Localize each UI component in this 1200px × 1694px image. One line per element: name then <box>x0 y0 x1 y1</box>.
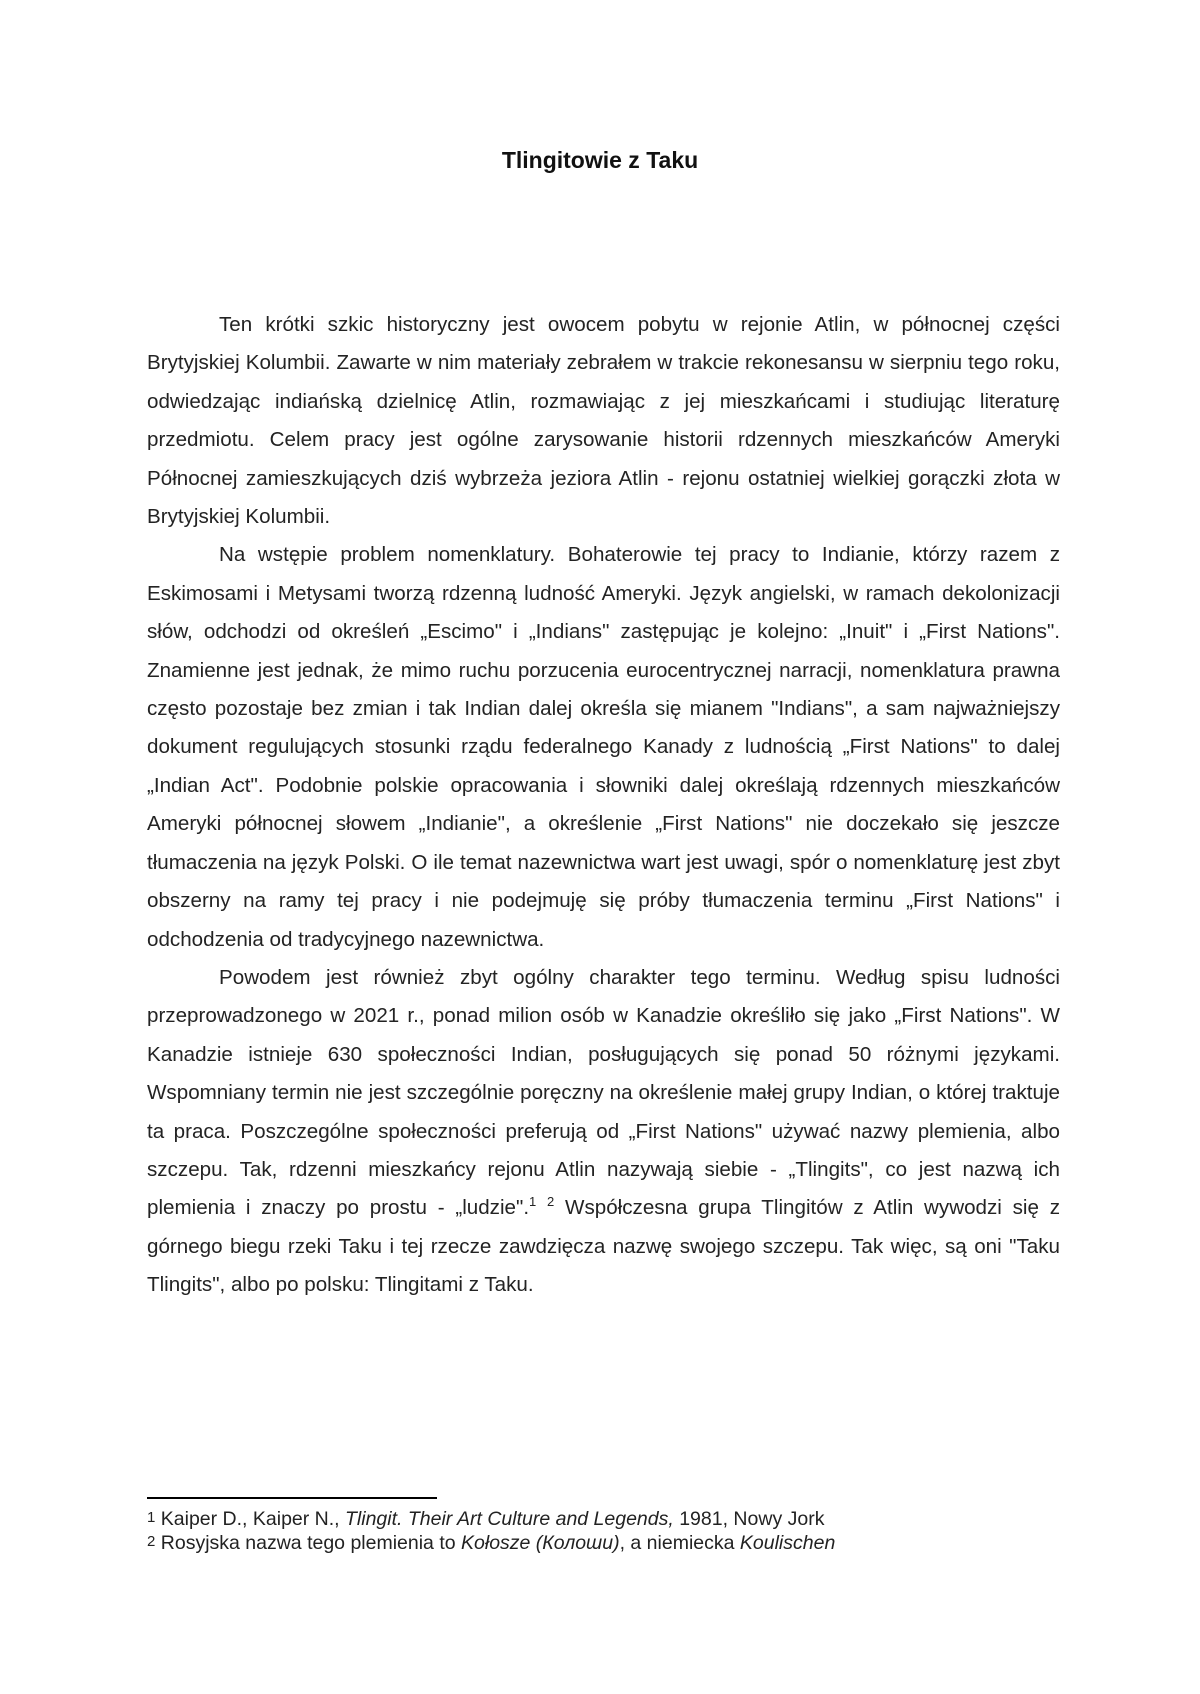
footnote-2-text-middle: , a niemiecka <box>619 1531 740 1554</box>
footnote-separator <box>147 1497 437 1499</box>
paragraph-3-text-start: Powodem jest również zbyt ogólny charakter tego terminu. Według spisu ludności przeprowadzonego w 2021 r., ponad milion osób w Kanadzie określiło się jako „First Nations". W Kanadzie istnieje 630 społeczności Indian, posługujących się ponad 50 różnymi językami. Wspomniany termin nie jest szczególnie poręczny na określenie małej grupy Indian, o której traktuje ta praca. Poszczególne społeczności preferują od „First Nations" używać nazwy plemienia, albo szczepu. Tak, rdzenni mieszkańcy rejonu Atlin nazywają siebie - „Tlingits", co jest nazwą ich plemienia i znaczy po prostu - „ludzie". <box>147 965 1060 1220</box>
footnote-2 <box>147 1532 1060 1556</box>
paragraph-1: Ten krótki szkic historyczny jest owocem pobytu w rejonie Atlin, w północnej części Brytyjskiej Kolumbii. Zawarte w nim materiały zebrałem w trakcie rekonesansu w sierpniu tego roku, odwiedzając indiańską dzielnicę Atlin, rozmawiając z jej mieszkańcami i studiując literaturę przedmiotu. Celem pracy jest ogólne zarysowanie historii rdzennych mieszkańców Ameryki Północnej zamieszkujących dziś wybrzeża jeziora Atlin - rejonu ostatniej wielkiej gorączki złota w Brytyjskiej Kolumbii. <box>147 313 1060 529</box>
footnotes <box>147 1508 1060 1555</box>
document-body <box>147 306 1060 1305</box>
footnote-1-authors: Kaiper D., Kaiper N., <box>155 1508 346 1530</box>
footnote-2-text-start: Rosyjska nazwa tego plemienia to <box>155 1531 462 1554</box>
footnote-1 <box>147 1508 1060 1532</box>
footnote-ref-1[interactable]: 1 <box>529 1194 537 1210</box>
paragraph-3 <box>147 959 1060 1305</box>
footnote-ref-2[interactable]: 2 <box>547 1194 555 1210</box>
paragraph-3-text-end: Współczesna grupa Tlingitów z Atlin wywodzi się z górnego biegu rzeki Taku i tej rzecze zawdzięcza nazwę swojego szczepu. Tak więc, są oni "Taku Tlingits", albo po polsku: Tlingitami z Taku. <box>147 1196 1061 1297</box>
footnote-2-russian-name: Kołosze (Колошu) <box>461 1531 620 1554</box>
document-title: Tlingitowie z Taku <box>501 147 699 173</box>
footnote-1-publication: 1981, Nowy Jork <box>673 1508 825 1530</box>
footnote-1-book-title: Tlingit. Their Art Culture and Legends, <box>345 1508 674 1530</box>
footnote-1-mark: 1 <box>147 1509 156 1526</box>
footnote-2-german-name: Koulischen <box>739 1531 836 1554</box>
footnote-2-mark: 2 <box>147 1532 156 1550</box>
paragraph-2: Na wstępie problem nomenklatury. Bohaterowie tej pracy to Indianie, którzy razem z Eskimosami i Metysami tworzą rdzenną ludność Ameryki. Język angielski, w ramach dekolonizacji słów, odchodzi od określeń „Escimo" i „Indians" zastępując je kolejno: „Inuit" i „First Nations". Znamienne jest jednak, że mimo ruchu porzucenia eurocentrycznej narracji, nomenklatura prawna często pozostaje bez zmian i tak Indian dalej określa się mianem "Indians", a sam najważniejszy dokument regulujących stosunki rządu federalnego Kanady z ludnością „First Nations" to dalej „Indian Act". Podobnie polskie opracowania i słowniki dalej określają rdzennych mieszkańców Ameryki północnej słowem „Indianie", a określenie „First Nations" nie doczekało się jeszcze tłumaczenia na język Polski. O ile temat nazewnictwa wart jest uwagi, spór o nomenklaturę jest zbyt obszerny na ramy tej pracy i nie podejmuję się próby tłumaczenia terminu „First Nations" i odchodzenia od tradycyjnego nazewnictwa. <box>147 543 1060 951</box>
